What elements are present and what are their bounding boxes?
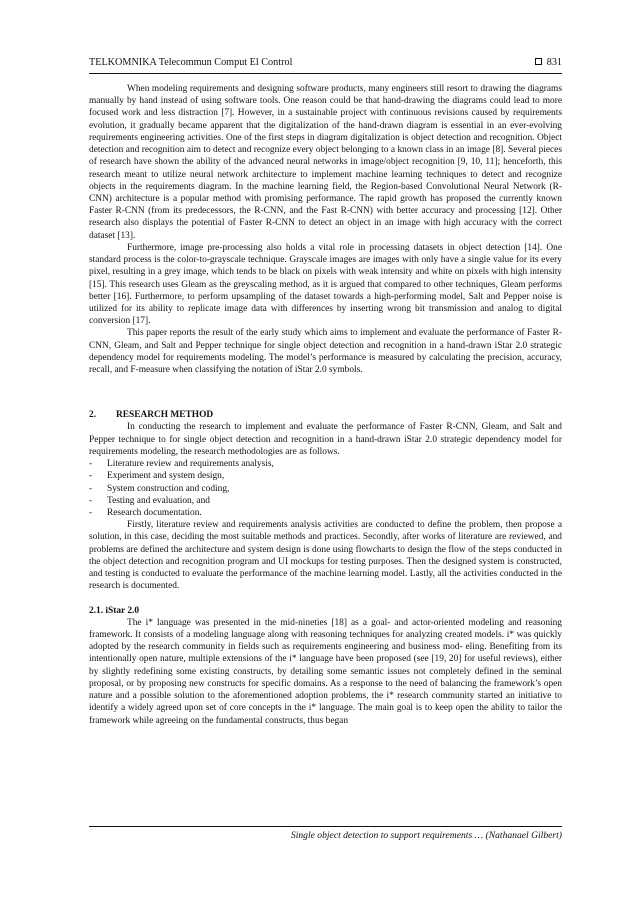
section-heading-research-method [89, 376, 562, 421]
intro-paragraph-3: This paper reports the result of the early study which aims to implement and evaluate the performance of Faster R-CNN, Gleam, and Salt and Pepper technique for single object detection and recognition in a hand-drawn iStar 2.0 strategic dependency model for requirements modeling. The model’s performance is measured by calculating the precision, accuracy, recall, and F-measure when classifying the notation of iStar 2.0 symbols. [89, 328, 562, 376]
page-number-wrap [535, 56, 562, 70]
section-title: RESEARCH METHOD [116, 410, 214, 421]
list-item [89, 470, 562, 482]
methodology-list [89, 458, 562, 519]
footer-divider [89, 826, 562, 827]
intro-paragraph-1: When modeling requirements and designing software products, many engineers still resort to drawing the diagrams manually by hand instead of using software tools. One reason could be that hand-drawing the diagrams could lead to more focused work and less distraction [7]. However, in a sustainable project with continuous revisions caused by requirements evolution, it gradually became apparent that the digitalization of the hand-drawn diagram is essential in an ever-evolving requirements engineering activities. One of the first steps in diagram digitalization is object detection and recognition. Object detection and recognition aim to detect and recognize every object belonging to a known class in an image [8]. Several pieces of research have shown the ability of the advanced neural networks in image/object recognition [9, 10, 11]; henceforth, this research meant to utilize neural network architecture to implement machine learning techniques to detect and recognize objects in the requirements diagram. In the machine learning field, the Region-based Convolutional Neural Network (R-CNN) architecture is a popular method with promising performance. The rapid growth has proposed the currently known Faster R-CNN (from its predecessors, the R-CNN, and the Fast R-CNN) with better accuracy and processing [12]. Other research also displays the potential of Faster R-CNN to detect an object in an image with high accuracy with the correct dataset [13]. [89, 84, 562, 241]
running-header [89, 56, 562, 72]
list-item [89, 458, 562, 470]
subsection-heading-istar: 2.1. iStar 2.0 [89, 605, 140, 616]
bullet-dash: - [89, 495, 93, 506]
journal-name: TELKOMNIKA Telecommun Comput El Control [89, 57, 293, 68]
main-text [89, 83, 562, 727]
method-paragraph-1: In conducting the research to implement and evaluate the performance of Faster R-CNN, Gleam, and Salt and Pepper technique to for single object detection and recognition in a hand-drawn iStar 2.0 strategic dependency model for requirements modeling, the research methodologies are as follows. [89, 422, 562, 457]
bullet-dash: - [89, 471, 93, 482]
list-item-text: Research documentation. [107, 508, 202, 518]
section-number: 2. [89, 410, 97, 421]
bullet-dash: - [89, 459, 93, 470]
list-item-text: Literature review and requirements analysis, [107, 459, 274, 470]
bullet-dash: - [89, 508, 93, 518]
running-footer: Single object detection to support requirements … (Nathanael Gilbert) [290, 830, 562, 841]
list-item-text: Testing and evaluation, and [107, 495, 210, 506]
istar-paragraph-1: The i* language was presented in the mid-nineties [18] as a goal- and actor-oriented modeling and reasoning framework. It consists of a modeling language along with reasoning techniques for analyzing created models. i* was quickly adopted by the research community in fields such as requirements engineering and business mod- eling. Benefiting from its intentionally open nature, multiple extensions of the i* language have been proposed (see [19, 20] for useful reviews), either by slightly redefining some existing constructs, by detailing some semantic issues not completely defined in the seminal proposal, or by proposing new constructs for specific domains. As a response to the need of balancing the framework’s open nature and a possible solution to the aforementioned adoption problems, the i* research community started an initiative to identify a widely agreed upon set of core concepts in the i* language. The main goal is to keep open the ability to tailor the framework while agreeing on the fundamental constructs, thus began [89, 617, 562, 726]
method-paragraph-2: Firstly, literature review and requirements analysis activities are conducted to define the problem, then propose a solution, in this case, deciding the most suitable methods and practices. Secondly, after works of literature are reviewed, and problems are defined the architecture and system design is done using flowcharts to design the flow of the steps conducted in the object detection and recognition program and UI mockups for testing purposes. Then the designed system is constructed, and testing is conducted to evaluate the performance of the machine learning model. Lastly, all the activities conducted in the research is documented. [89, 520, 562, 592]
header-divider [89, 73, 562, 74]
intro-paragraph-2: Furthermore, image pre-processing also holds a vital role in processing datasets in object detection [14]. One standard process is the color-to-grayscale technique. Grayscale images are images with only have a single value for its every pixel, resulting in a grey image, which tends to be black on pixels with weak intensity and white on pixels with high intensity [15]. This research uses Gleam as the greyscaling method, as it is argued that compared to other techniques, Gleam performs better [16]. Furthermore, to perform upsampling of the dataset towards a high-performing model, Salt and Pepper noise is utilized for its ability to replicate image data with differences by inserting wrong bit transmission and analog to digital conversion [17]. [89, 242, 562, 327]
list-item-text: Experiment and system design, [107, 471, 225, 482]
list-item-text: System construction and coding, [107, 483, 230, 494]
list-item [89, 495, 562, 507]
list-item [89, 483, 562, 495]
list-item [89, 507, 562, 519]
square-bullet-icon [535, 58, 542, 65]
bullet-dash: - [89, 483, 93, 494]
page-number: 831 [546, 57, 562, 68]
